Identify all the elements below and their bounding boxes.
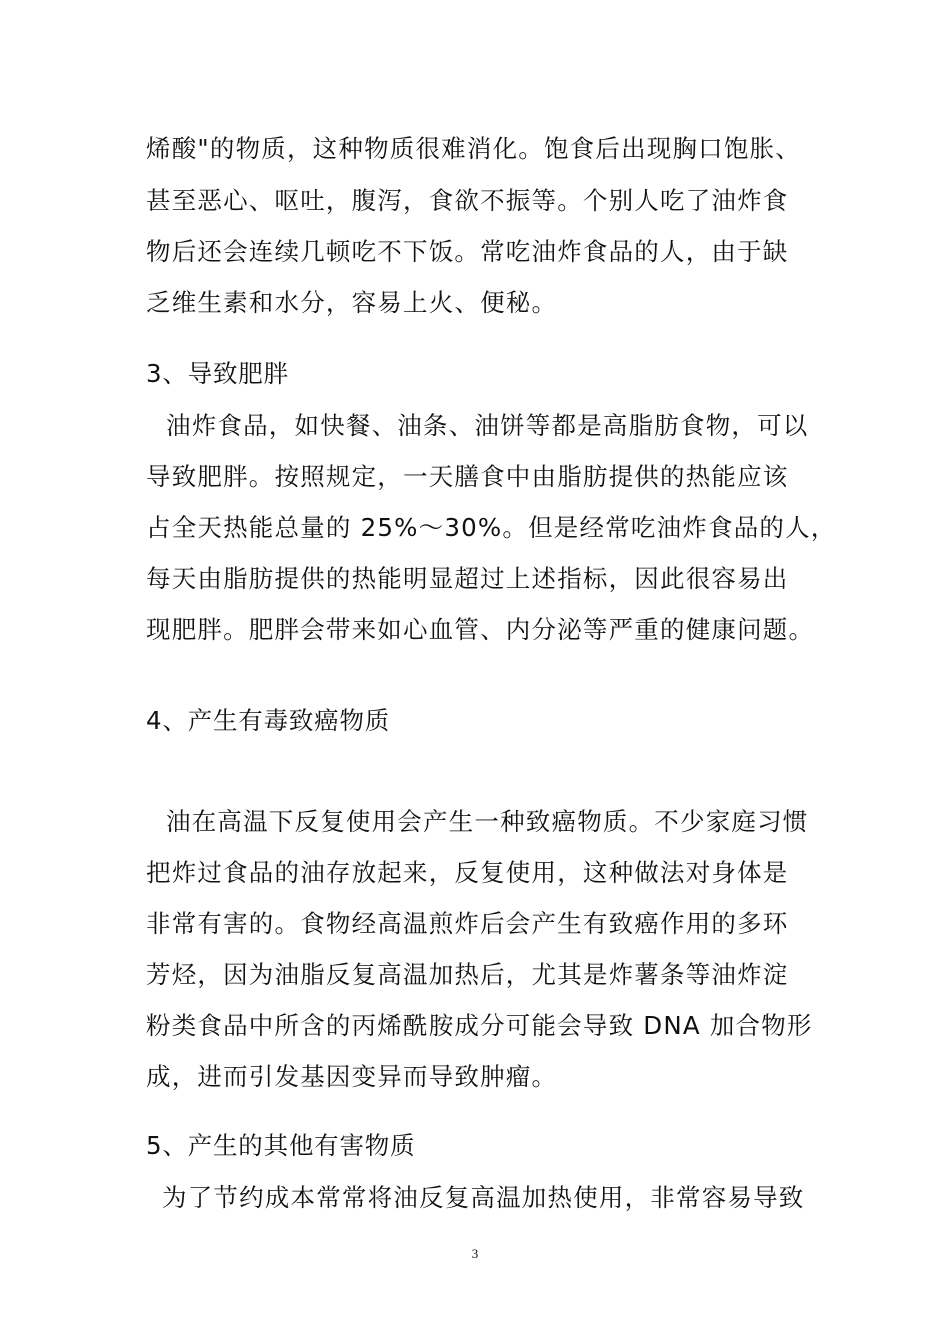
paragraph-line: 每天由脂肪提供的热能明显超过上述指标，因此很容易出 (146, 564, 789, 593)
section-heading-4: 4、产生有毒致癌物质 (146, 706, 391, 735)
paragraph-line: 芳烃，因为油脂反复高温加热后，尤其是炸薯条等油炸淀 (146, 960, 789, 989)
paragraph-line: 乏维生素和水分，容易上火、便秘。 (146, 288, 558, 317)
paragraph-line: 占全天热能总量的 25%～30%。但是经常吃油炸食品的人， (146, 513, 837, 542)
paragraph-line: 为了节约成本常常将油反复高温加热使用，非常容易导致 (162, 1183, 805, 1212)
paragraph-line: 导致肥胖。按照规定，一天膳食中由脂肪提供的热能应该 (146, 462, 789, 491)
paragraph-line: 现肥胖。肥胖会带来如心血管、内分泌等严重的健康问题。 (146, 615, 815, 644)
paragraph-line: 甚至恶心、呕吐，腹泻，食欲不振等。个别人吃了油炸食 (146, 186, 789, 215)
section-heading-3: 3、导致肥胖 (146, 359, 289, 388)
paragraph-line: 非常有害的。食物经高温煎炸后会产生有致癌作用的多环 (146, 909, 789, 938)
paragraph-line: 油炸食品，如快餐、油条、油饼等都是高脂肪食物，可以 (166, 411, 809, 440)
section-heading-5: 5、产生的其他有害物质 (146, 1131, 416, 1160)
paragraph-line: 成，进而引发基因变异而导致肿瘤。 (146, 1062, 558, 1091)
paragraph-line: 粉类食品中所含的丙烯酰胺成分可能会导致 DNA 加合物形 (146, 1011, 813, 1040)
page-number: 3 (471, 1246, 479, 1261)
paragraph-line: 物后还会连续几顿吃不下饭。常吃油炸食品的人，由于缺 (146, 237, 789, 266)
paragraph-line: 油在高温下反复使用会产生一种致癌物质。不少家庭习惯 (166, 807, 809, 836)
paragraph-line: 把炸过食品的油存放起来，反复使用，这种做法对身体是 (146, 858, 789, 887)
paragraph-line: 烯酸"的物质，这种物质很难消化。饱食后出现胸口饱胀、 (146, 134, 801, 163)
